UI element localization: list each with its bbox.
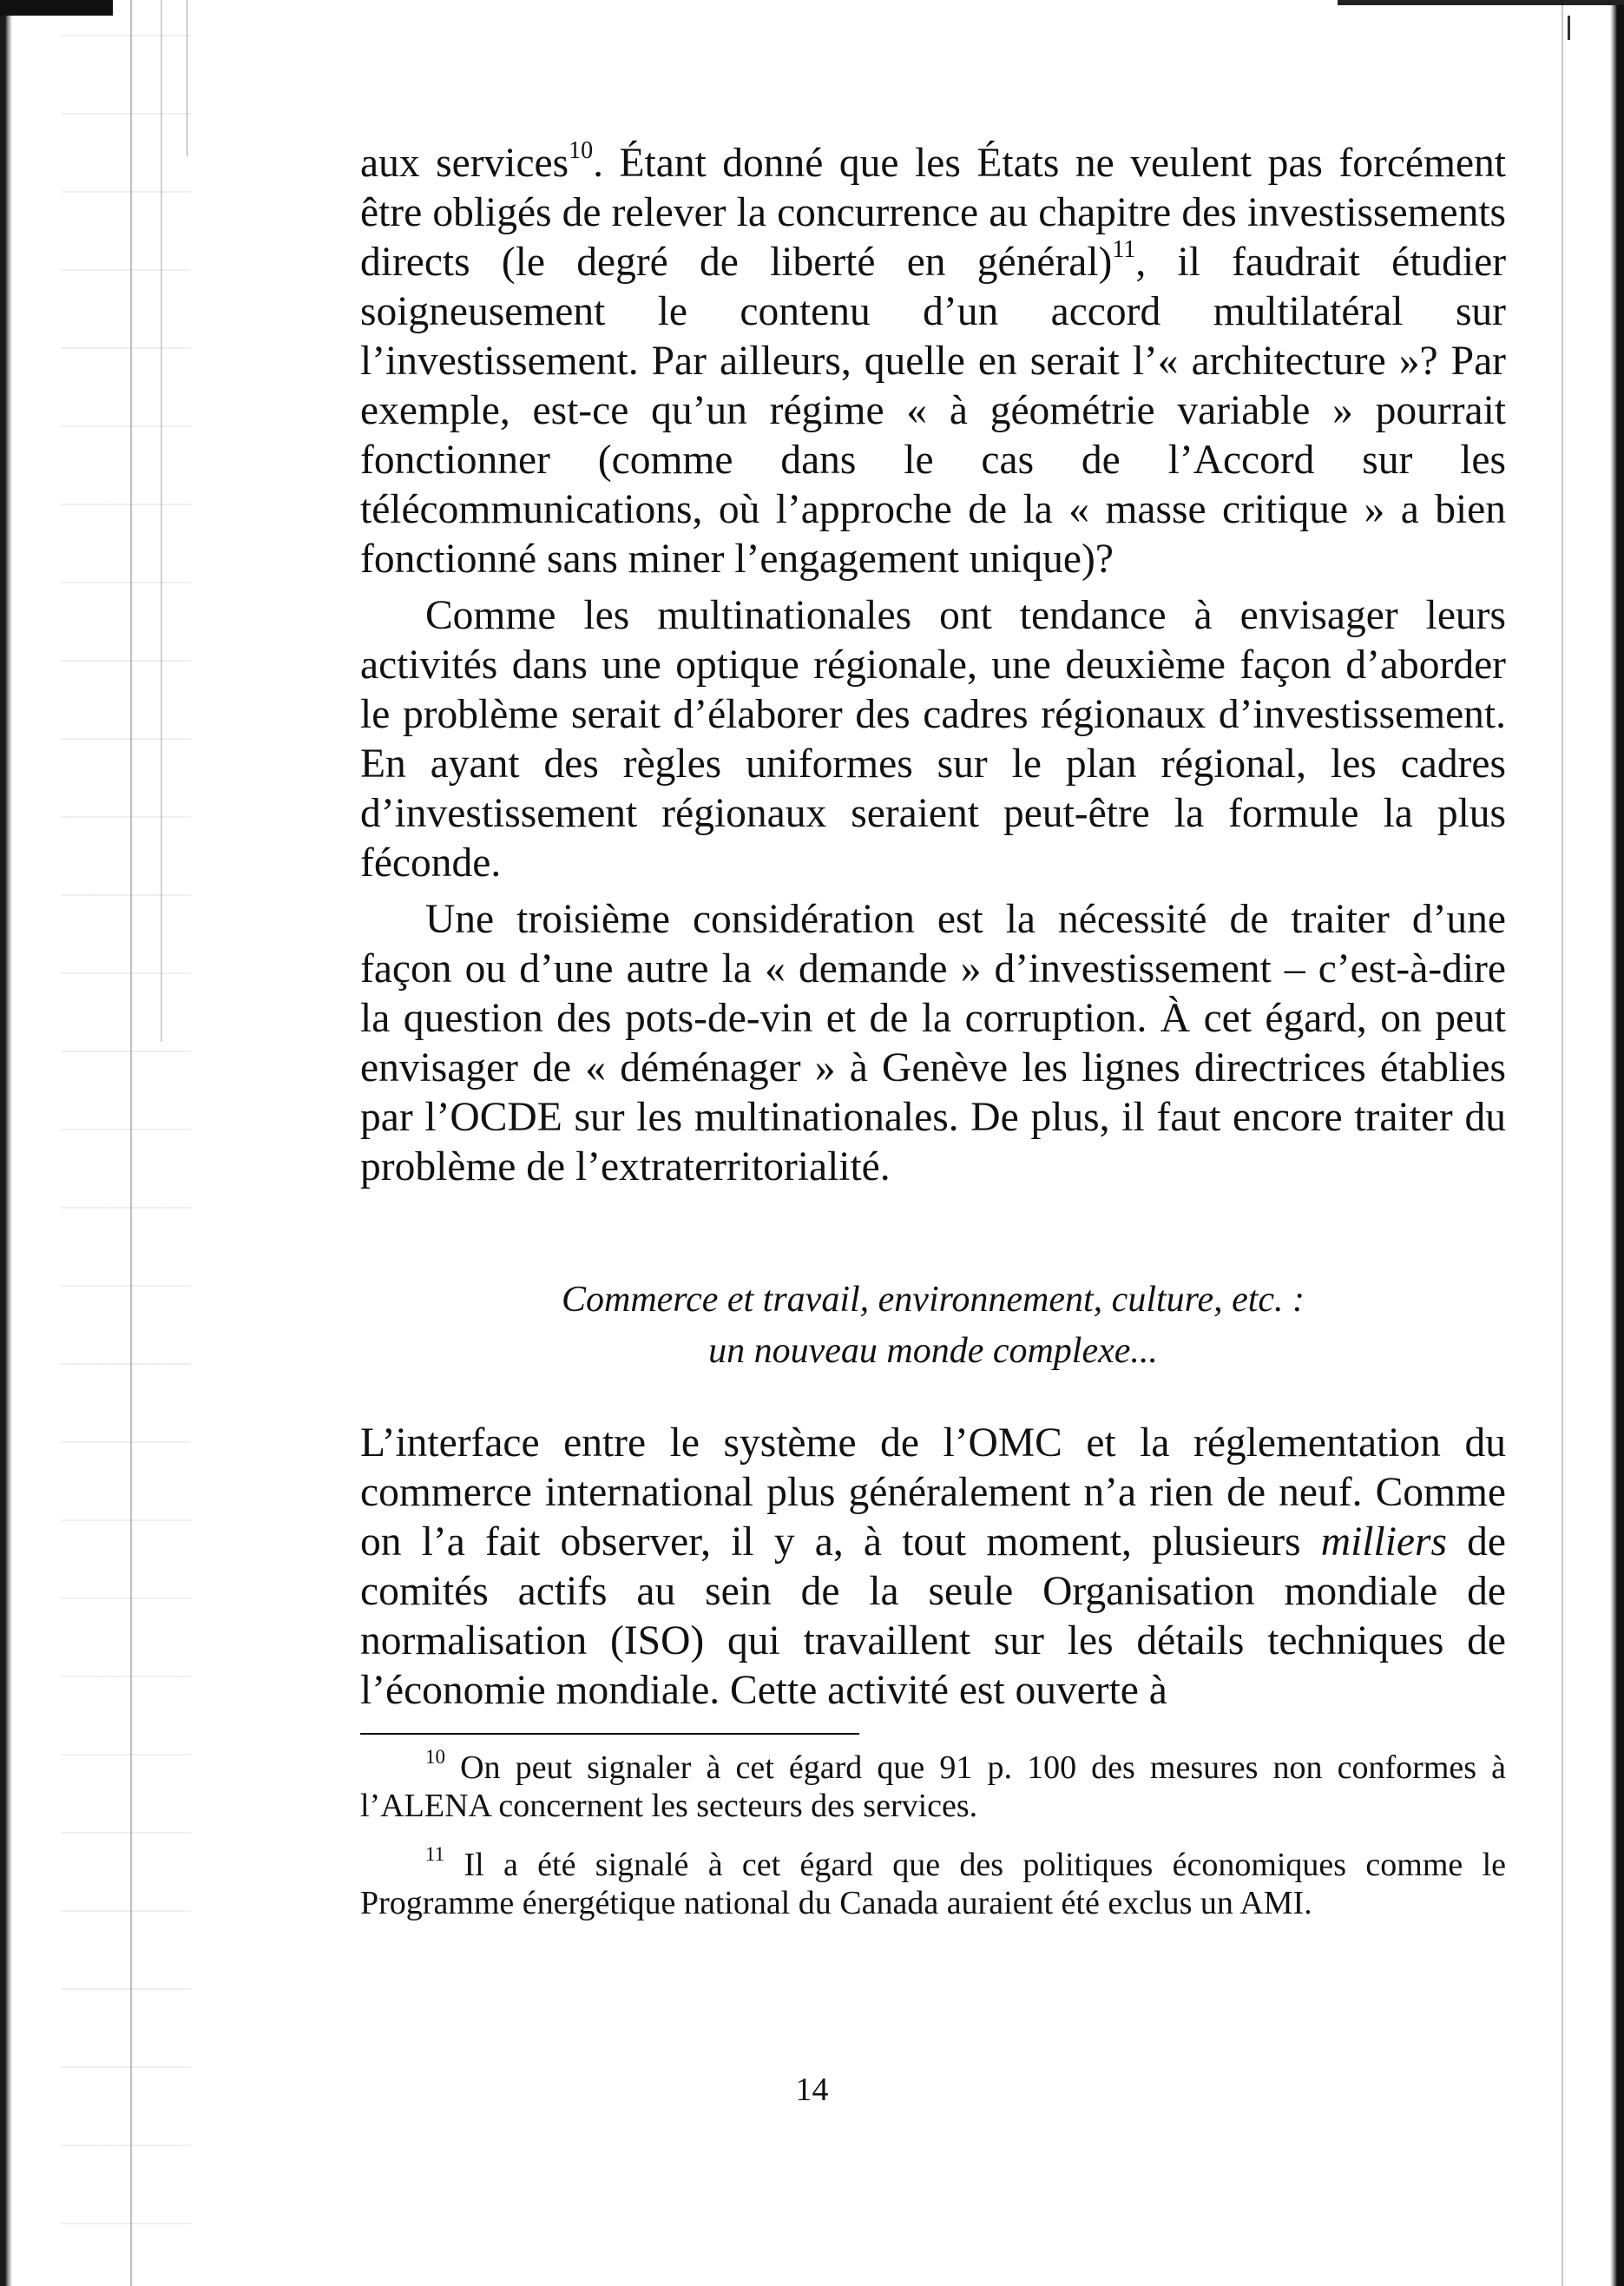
page-content <box>360 139 1506 1943</box>
footnote-number: 11 <box>425 1843 445 1866</box>
paragraph-text: , il faudrait étudier soigneusement le contenu d’un accord multilatéral sur l’investissement. Par ailleurs, quelle en serait l’« architecture »? Par exemple, est-ce qu’un régime « à géométrie variable » pourrait fonctionner (comme dans le cas de l’Accord sur les télécommunications, où l’approche de la « masse critique » a bien fonctionné sans miner l’engagement unique)? <box>360 240 1507 582</box>
page-number: 14 <box>795 2072 829 2108</box>
section-heading-line-2: un nouveau monde complexe... <box>708 1331 1158 1371</box>
paragraph-3: Une troisième considération est la nécessité de traiter d’une façon ou d’une autre la « demande » d’investissement – c’est-à-dire la question des pots-de-vin et de la corruption. À cet égard, on peut envisager de « déménager » à Genève les lignes directrices établies par l’OCDE sur les multinationales. De plus, il faut encore traiter du problème de l’extraterritorialité. <box>360 897 1506 1189</box>
scan-noise-left <box>61 0 191 2286</box>
section-heading <box>360 1275 1506 1377</box>
footnote-10 <box>360 1746 1506 1825</box>
section-heading-line-1: Commerce et travail, environnement, culture, etc. : <box>561 1280 1305 1320</box>
paragraph-text: L’interface entre le système de l’OMC et la réglementation du commerce international plus généralement n’a rien de neuf. Comme on l’a fait observer, il y a, à tout moment, plusieurs <box>360 1420 1506 1565</box>
footnote-ref-10: 10 <box>569 137 594 165</box>
footnote-text: On peut signaler à cet égard que 91 p. 100 des mesures non conformes à l’ALENA concernent les secteurs des services. <box>360 1749 1506 1824</box>
footnote-ref-11: 11 <box>1112 236 1136 264</box>
scan-line-left <box>130 0 132 2286</box>
emphasis-text: milliers <box>1320 1519 1447 1565</box>
scan-mark-right <box>1568 16 1570 40</box>
footnote-number: 10 <box>425 1746 445 1769</box>
footnote-text: Il a été signalé à cet égard que des politiques économiques comme le Programme énergétique national du Canada auraient été exclus un AMI. <box>360 1847 1506 1921</box>
scan-edge-top-right <box>1338 0 1624 5</box>
scan-line-left <box>161 0 162 1042</box>
scan-edge-right <box>1610 0 1624 2286</box>
footnote-11 <box>360 1843 1506 1922</box>
paragraph-4 <box>360 1419 1506 1716</box>
paragraph-text: . Étant donné que les États ne veulent pas forcément être obligés de relever la concurrence au chapitre des investissements directs (le degré de liberté en général) <box>360 141 1506 285</box>
paragraph-2: Comme les multinationales ont tendance à envisager leurs activités dans une optique régionale, une deuxième façon d’aborder le problème serait d’élaborer des cadres régionaux d’investissement. En ayant des règles uniformes sur le plan régional, les cadres d’investissement régionaux seraient peut-être la formule la plus féconde. <box>360 593 1506 886</box>
scan-line-right <box>1562 0 1563 2286</box>
paragraph-1 <box>360 139 1506 584</box>
footnote-separator <box>360 1733 859 1735</box>
paragraph-text: de comités actifs au sein de la seule Organisation mondiale de normalisation (ISO) qui travaillent sur les détails techniques de l’économie mondiale. Cette activité est ouverte à <box>360 1519 1506 1713</box>
paragraph-text: aux services <box>360 141 569 186</box>
scan-edge-left <box>0 0 12 2286</box>
